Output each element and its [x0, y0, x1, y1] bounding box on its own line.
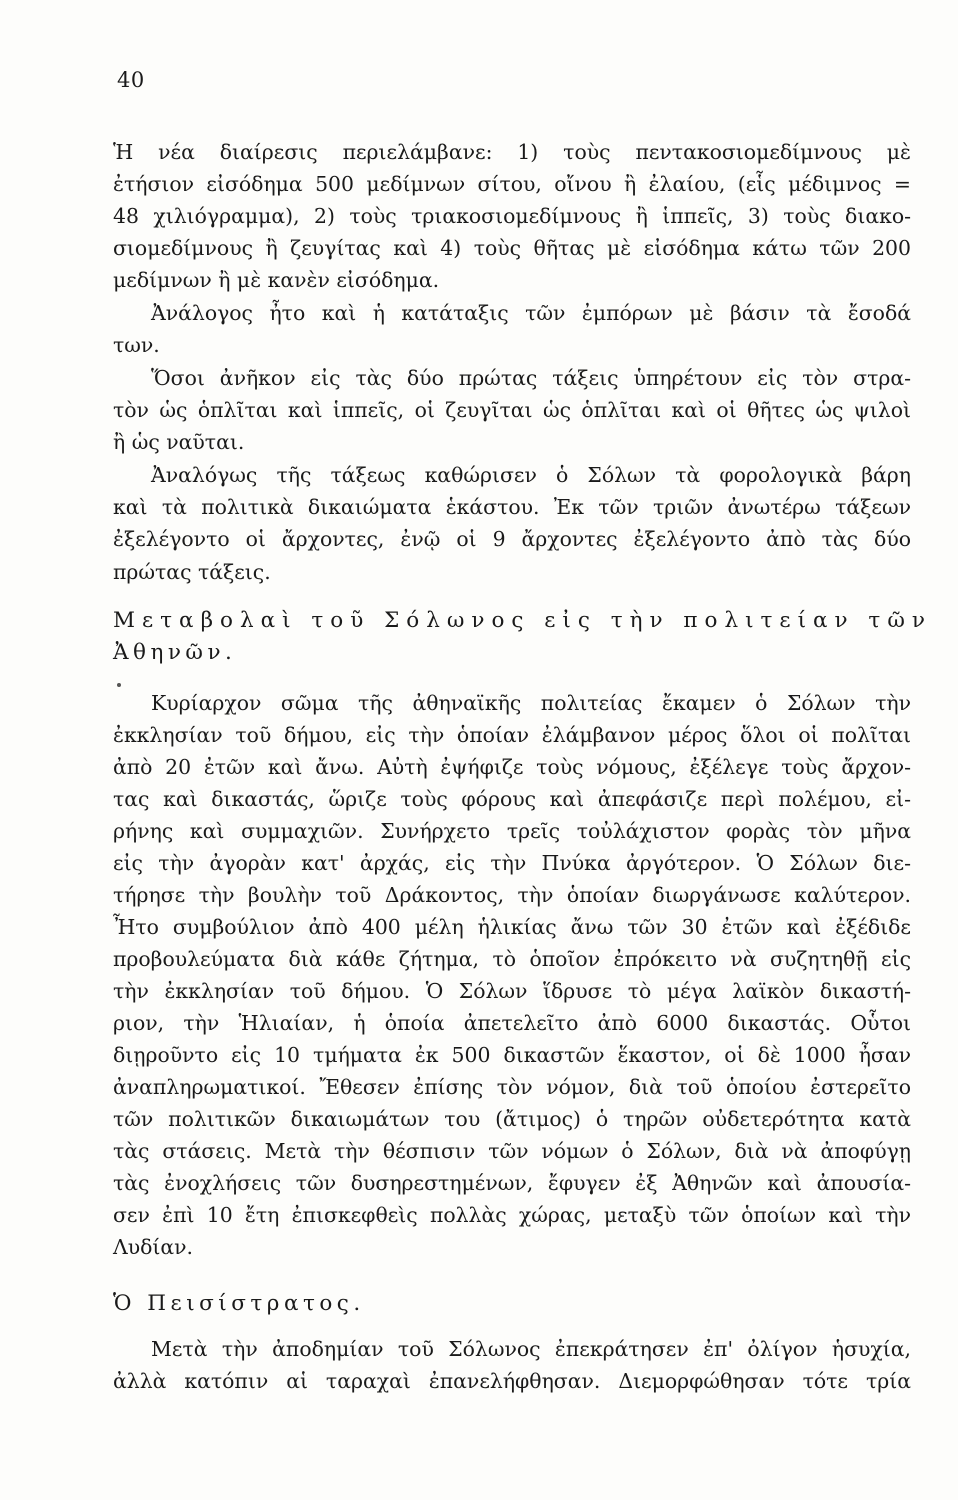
text-line: Μετὰ τὴν ἀποδημίαν τοῦ Σόλωνος ἐπεκράτησεν ἐπ' ὀλίγον ἡσυχία,	[151, 1337, 911, 1361]
text-line: ἐτήσιον εἰσόδημα 500 μεδίμνων σίτου, οἴνου ἢ ἐλαίου, (εἷς μέδιμνος =	[113, 172, 911, 196]
text-line: τήρησε τὴν βουλὴν τοῦ Δράκοντος, τὴν ὁποίαν διωργάνωσε καλύτερον.	[113, 883, 911, 907]
print-speck	[117, 683, 121, 687]
text-line: Ἡ νέα διαίρεσις περιελάμβανε: 1) τοὺς πεντακοσιομεδίμνους μὲ	[113, 140, 911, 164]
section-heading: Μεταβολαὶ τοῦ Σόλωνος εἰς τὴν πολιτείαν τῶν	[113, 608, 932, 633]
text-line: Λυδίαν.	[113, 1235, 194, 1259]
section-heading: Ἀθηνῶν.	[113, 640, 237, 665]
section-heading: Ὁ Πεισίστρατος.	[113, 1291, 365, 1316]
text-line: μεδίμνων ἢ μὲ κανὲν εἰσόδημα.	[113, 268, 440, 292]
text-line: ἀναπληρωματικοί. Ἔθεσεν ἐπίσης τὸν νόμον, διὰ τοῦ ὁποίου ἐστερεῖτο	[113, 1075, 911, 1099]
text-line: εἰς τὴν ἀγορὰν κατ' ἀρχάς, εἰς τὴν Πνύκα ἀργότερον. Ὁ Σόλων διε-	[113, 851, 911, 875]
text-line: τὴν ἐκκλησίαν τοῦ δήμου. Ὁ Σόλων ἵδρυσε τὸ μέγα λαϊκὸν δικαστή-	[113, 979, 911, 1003]
text-line: ρήνης καὶ συμμαχιῶν. Συνήρχετο τρεῖς τοὐλάχιστον φορὰς τὸν μῆνα	[113, 819, 911, 843]
text-line: 48 χιλιόγραμμα), 2) τοὺς τριακοσιομεδίμνους ἢ ἱππεῖς, 3) τοὺς διακο-	[113, 204, 911, 228]
text-line: καὶ τὰ πολιτικὰ δικαιώματα ἑκάστου. Ἐκ τῶν τριῶν ἀνωτέρω τάξεων	[113, 495, 911, 519]
text-line: ἐξελέγοντο οἱ ἄρχοντες, ἐνῷ οἱ 9 ἄρχοντες ἐξελέγοντο ἀπὸ τὰς δύο	[113, 527, 911, 551]
text-line: Ἀνάλογος ἦτο καὶ ἡ κατάταξις τῶν ἐμπόρων μὲ βάσιν τὰ ἔσοδά	[151, 301, 911, 325]
text-line: των.	[113, 333, 160, 357]
text-line: σεν ἐπὶ 10 ἔτη ἐπισκεφθεὶς πολλὰς χώρας, μεταξὺ τῶν ὁποίων καὶ τὴν	[113, 1203, 911, 1227]
text-line: προβουλεύματα διὰ κάθε ζήτημα, τὸ ὁποῖον ἐπρόκειτο νὰ συζητηθῇ εἰς	[113, 947, 911, 971]
text-line: Ὅσοι ἀνῆκον εἰς τὰς δύο πρώτας τάξεις ὑπηρέτουν εἰς τὸν στρα-	[151, 366, 911, 390]
text-line: τῶν πολιτικῶν δικαιωμάτων του (ἄτιμος) ὁ τηρῶν οὐδετερότητα κατὰ	[113, 1107, 911, 1131]
text-line: τὸν ὡς ὁπλῖται καὶ ἱππεῖς, οἱ ζευγῖται ὡς ὁπλῖται καὶ οἱ θῆτες ὡς ψιλοὶ	[113, 398, 911, 422]
text-line: Κυρίαρχον σῶμα τῆς ἀθηναϊκῆς πολιτείας ἔκαμεν ὁ Σόλων τὴν	[151, 691, 911, 715]
text-line: τὰς στάσεις. Μετὰ τὴν θέσπισιν τῶν νόμων ὁ Σόλων, διὰ νὰ ἀποφύγῃ	[113, 1139, 911, 1163]
text-line: πρώτας τάξεις.	[113, 560, 271, 584]
text-line: ἐκκλησίαν τοῦ δήμου, εἰς τὴν ὁποίαν ἐλάμβανον μέρος ὅλοι οἱ πολῖται	[113, 723, 911, 747]
text-line: ἢ ὡς ναῦται.	[113, 430, 245, 454]
text-line: Ἀναλόγως τῆς τάξεως καθώρισεν ὁ Σόλων τὰ φορολογικὰ βάρη	[151, 463, 911, 487]
text-line: ριον, τὴν Ἡλιαίαν, ἡ ὁποία ἀπετελεῖτο ἀπὸ 6000 δικαστάς. Οὗτοι	[113, 1011, 911, 1035]
text-line: τὰς ἐνοχλήσεις τῶν δυσηρεστημένων, ἔφυγεν ἐξ Ἀθηνῶν καὶ ἀπουσία-	[113, 1171, 911, 1195]
text-line: τας καὶ δικαστάς, ὥριζε τοὺς φόρους καὶ ἀπεφάσιζε περὶ πολέμου, εἰ-	[113, 787, 911, 811]
text-line: Ἦτο συμβούλιον ἀπὸ 400 μέλη ἡλικίας ἄνω τῶν 30 ἐτῶν καὶ ἐξέδιδε	[113, 915, 911, 939]
text-line: διῃροῦντο εἰς 10 τμήματα ἐκ 500 δικαστῶν ἕκαστον, οἱ δὲ 1000 ἦσαν	[113, 1043, 911, 1067]
text-line: ἀλλὰ κατόπιν αἱ ταραχαὶ ἐπανελήφθησαν. Διεμορφώθησαν τότε τρία	[113, 1369, 911, 1393]
text-line: σιομεδίμνους ἢ ζευγίτας καὶ 4) τοὺς θῆτας μὲ εἰσόδημα κάτω τῶν 200	[113, 236, 911, 260]
text-line: ἀπὸ 20 ἐτῶν καὶ ἄνω. Αὐτὴ ἐψήφιζε τοὺς νόμους, ἐξέλεγε τοὺς ἄρχον-	[113, 755, 911, 779]
page-number: 40	[117, 68, 145, 92]
